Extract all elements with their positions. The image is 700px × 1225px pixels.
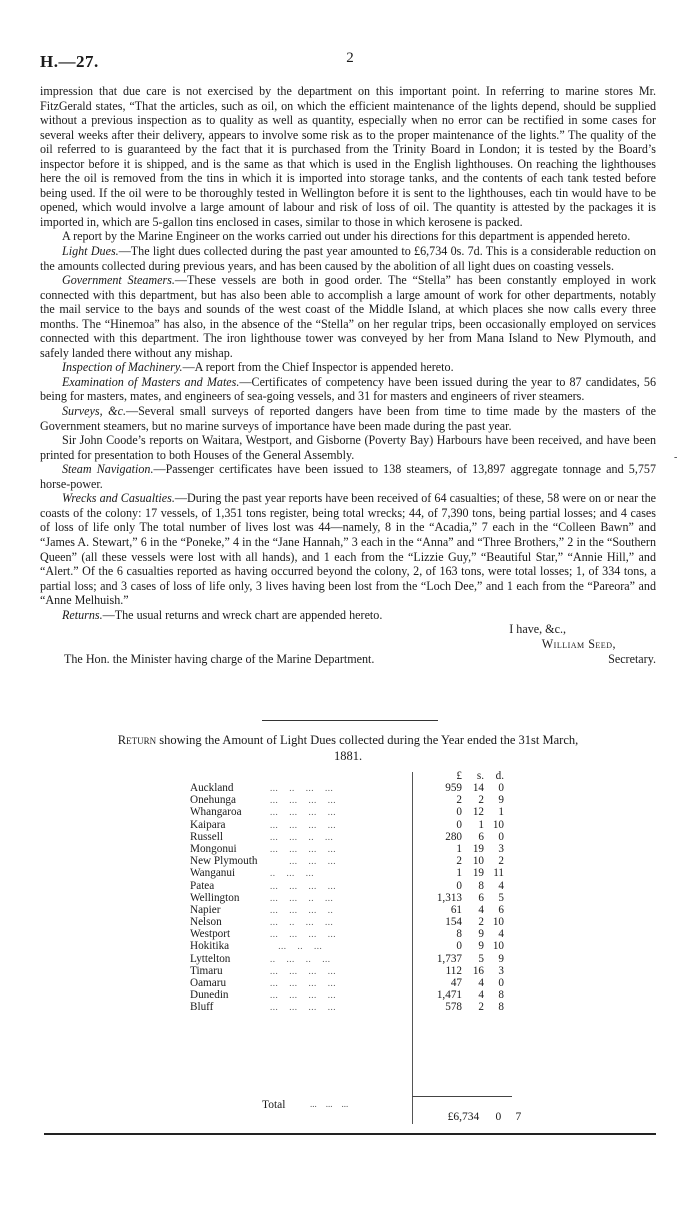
- port-name: Nelson: [190, 916, 222, 929]
- amount-pounds: 0: [456, 806, 462, 819]
- amount-pence: 0: [498, 830, 504, 843]
- section-text: —Several small surveys of reported dangers have been from time to time made by the masters of the Government steamers, but no marine surveys of importance have been made during the past year.: [40, 404, 656, 433]
- table-row: [190, 794, 512, 806]
- report-body: [40, 84, 656, 667]
- amount: [422, 819, 512, 831]
- section-government-steamers: [40, 273, 656, 360]
- amount: [422, 965, 512, 977]
- section-returns: [40, 608, 656, 623]
- amount-pence: 3: [498, 842, 504, 855]
- leader-dots: ... ... ... ...: [270, 990, 336, 1001]
- leader-dots: ... .. ...: [270, 941, 323, 952]
- table-row: [190, 782, 512, 794]
- table-header-row: [190, 770, 512, 782]
- signature-name: William Seed,: [541, 637, 616, 652]
- amount-pounds: 1: [456, 842, 462, 855]
- amount-shillings: 14: [472, 782, 484, 794]
- table-row: [190, 965, 512, 977]
- paragraph: impression that due care is not exercised by the department on this important point. In referring to marine stores Mr. FitzGerald states, “That the articles, such as oil, on which the efficient maintenance of the lights depend, should be supplied without a previous inspection as to quality as well as quantity, especially when no error can be rectified in some cases for several weeks after their delivery, appears to involve some risk as to the proper maintenance of the lights.” The quality of the oil referred to is guaranteed by the fact that it is purchased from the Trinity Board in London; it is tested by the Board’s inspector before it is shipped, and is the same as that which is used in the English lighthouses. On reaching the lighthouses here the oil is removed from the tins in which it is imported into storage tanks, and the contents of each tank tested before being used. If the oil were to be thoroughly tested in Wellington before it is sent to the lighthouses, each tin would have to be opened, which would involve a large amount of labour and risk of loss of oil. The quantity is attested by the packages it is imported in, which are 5-gallon tins enclosed in cases, similar to those in which kerosene is packed.: [40, 84, 656, 229]
- section-heading: Examination of Masters and Mates.: [62, 374, 240, 389]
- section-examination: [40, 375, 656, 404]
- section-steam-navigation: [40, 462, 656, 491]
- amount-shillings: 9: [478, 940, 484, 953]
- signature-closing: I have, &c.,: [509, 622, 566, 637]
- amount-pence: 10: [492, 818, 504, 831]
- port-name: Onehunga: [190, 794, 236, 807]
- port-name: Russell: [190, 830, 223, 843]
- port-name: Lyttelton: [190, 952, 231, 965]
- section-text: —The light dues collected during the past year amounted to £6,734 0s. 7d. This is a considerable reduction on the amounts collected during previous years, and has been caused by the abolition of all light dues on coasting vessels.: [40, 244, 656, 273]
- amount-pounds: 2: [456, 855, 462, 868]
- amount-pounds: 2: [456, 794, 462, 807]
- amount-pence: 4: [498, 928, 504, 941]
- amount-pence: 5: [498, 891, 504, 904]
- port-name: Timaru: [190, 964, 223, 977]
- port-name: Patea: [190, 879, 215, 892]
- return-title-year: 1881.: [333, 749, 363, 763]
- port-name: Mongonui: [190, 842, 237, 855]
- column-header-pence: d.: [495, 770, 504, 782]
- port-name: Napier: [190, 903, 221, 916]
- amount-pence: 10: [492, 916, 504, 929]
- table-row: [190, 904, 512, 916]
- amount-pence: 10: [492, 940, 504, 953]
- amount-pence: 8: [498, 989, 504, 1002]
- port-name: Wellington: [190, 891, 240, 904]
- amount-pounds: 1: [456, 867, 462, 880]
- amount: [422, 928, 512, 940]
- port-name: Bluff: [190, 1001, 214, 1014]
- return-title-text: showing the Amount of Light Dues collected during the Year ended the 31st March,: [156, 733, 579, 747]
- amount-pounds: 154: [445, 916, 462, 929]
- amount-pence: 2: [498, 855, 504, 868]
- amount-shillings: 9: [478, 928, 484, 941]
- section-heading: Government Steamers.: [62, 273, 175, 288]
- amount-pounds: 959: [445, 782, 462, 794]
- amount: [422, 953, 512, 965]
- amount-shillings: 6: [478, 891, 484, 904]
- section-text: —Passenger certificates have been issued to 138 steamers, of 13,897 aggregate tonnage and 5,757 horse-power.: [40, 462, 656, 491]
- amount-shillings: 19: [472, 842, 484, 855]
- amount: [422, 831, 512, 843]
- column-header-pounds: £: [456, 770, 462, 782]
- amount-shillings: 2: [478, 1001, 484, 1014]
- amount: [422, 940, 512, 952]
- bottom-rule: [44, 1133, 656, 1135]
- total-shillings: 0: [495, 1111, 502, 1123]
- port-name: Hokitika: [190, 940, 230, 953]
- amount: [422, 782, 512, 794]
- section-heading: Wrecks and Casualties.: [62, 491, 175, 506]
- leader-dots: ... ... ... ...: [270, 819, 336, 830]
- amount: [422, 989, 512, 1001]
- leader-dots: ... ... ... ...: [270, 795, 336, 806]
- table-row: [190, 1001, 512, 1013]
- addressee: The Hon. the Minister having charge of the Marine Department.: [64, 652, 375, 667]
- amount: [422, 843, 512, 855]
- section-text: Sir John Coode’s reports on Waitara, Westport, and Gisborne (Poverty Bay) Harbours have been received, and have been printed for presentation to both Houses of the General Assembly.: [40, 433, 656, 462]
- port-name: Auckland: [190, 782, 234, 794]
- amount: [422, 794, 512, 806]
- port-name: Dunedin: [190, 989, 229, 1002]
- amount-pounds: 0: [456, 879, 462, 892]
- section-heading: Light Dues.: [62, 244, 119, 259]
- section-wrecks: [40, 491, 656, 607]
- section-heading: Surveys, &c.: [62, 404, 126, 419]
- amount-shillings: 1: [478, 818, 484, 831]
- amount-pence: 4: [498, 879, 504, 892]
- return-title: [40, 732, 656, 764]
- table-row: [190, 806, 512, 818]
- section-surveys: [40, 404, 656, 433]
- amount-pence: 0: [498, 977, 504, 989]
- leader-dots: ... ... ... ...: [270, 1002, 336, 1013]
- leader-dots: ... ... ... ...: [270, 965, 336, 976]
- amount-pounds: 61: [450, 903, 462, 916]
- leader-dots: ... ... .. ...: [270, 892, 334, 903]
- amount-pence: 6: [498, 903, 504, 916]
- amount-shillings: 4: [478, 989, 484, 1002]
- amount-pence: 8: [498, 1001, 504, 1014]
- document-code: H.—27.: [40, 52, 99, 71]
- section-text: —A report from the Chief Inspector is appended hereto.: [182, 360, 454, 375]
- total-label: Total: [262, 1099, 286, 1111]
- amount: [422, 806, 512, 818]
- amount: [422, 1001, 512, 1013]
- amount-shillings: 16: [472, 964, 484, 977]
- total-pounds: £6,734: [447, 1111, 480, 1123]
- amount-pounds: 578: [445, 1001, 462, 1014]
- leader-dots: .. ... .. ...: [270, 953, 331, 964]
- section-text: —These vessels are both in good order. The “Stella” has been constantly employed in work connected with this department, but has also been able to accomplish a large amount of work for other departments, notably the mail service to the bays and sounds of the west coast of the Middle Island, at which places she now calls every three months. The “Hinemoa” has also, in the absence of the “Stella” on her regular trips, been occasionally employed on services connected with this department. The iron lighthouse tower was conveyed by her from Mana Island to New Plymouth, and safely landed there without any mishap.: [40, 273, 656, 360]
- amount-pence: 1: [498, 806, 504, 819]
- leader-dots: ... .. ... ...: [270, 783, 334, 793]
- port-name: Oamaru: [190, 977, 227, 989]
- amount-shillings: 4: [478, 977, 484, 989]
- amount: [422, 880, 512, 892]
- amount-shillings: 10: [472, 855, 484, 868]
- amount: [422, 867, 512, 879]
- amount-pounds: 1,737: [436, 952, 462, 965]
- column-header-shillings: s.: [476, 770, 484, 782]
- leader-dots: ... ... ... ...: [270, 978, 336, 988]
- table-row: [190, 892, 512, 904]
- amount-pence: 3: [498, 964, 504, 977]
- amount-shillings: 8: [478, 879, 484, 892]
- total-rule: [412, 1096, 512, 1097]
- page-number: 2: [346, 50, 354, 66]
- section-inspection-machinery: [40, 360, 656, 375]
- amount-pounds: 1,313: [436, 891, 462, 904]
- section-heading: Returns.: [62, 607, 103, 622]
- table-row: [190, 977, 512, 989]
- port-name: Wanganui: [190, 867, 236, 880]
- leader-dots: ... ... ...: [270, 856, 336, 867]
- amount: [422, 892, 512, 904]
- amount-shillings: 5: [478, 952, 484, 965]
- table-row: [190, 928, 512, 940]
- amount: [422, 855, 512, 867]
- margin-mark: -: [674, 452, 678, 463]
- amount-pounds: 280: [445, 830, 462, 843]
- leader-dots: .. ... ...: [270, 868, 314, 879]
- signature-block: [40, 622, 656, 667]
- amount-pounds: 112: [445, 964, 462, 977]
- table-row: [190, 940, 512, 952]
- amount-pounds: 1,471: [436, 989, 462, 1002]
- leader-dots: ... ... ... ...: [270, 880, 336, 891]
- signature-title: Secretary.: [608, 652, 656, 667]
- total-leader-dots: ... ... ...: [310, 1099, 349, 1109]
- table-row: [190, 855, 512, 867]
- amount-shillings: 4: [478, 903, 484, 916]
- leader-dots: ... ... ... ...: [270, 929, 336, 940]
- section-text: —The usual returns and wreck chart are appended hereto.: [102, 607, 383, 622]
- amount-shillings: 19: [472, 867, 484, 880]
- amount: [422, 916, 512, 928]
- table-row: [190, 819, 512, 831]
- light-dues-table: [190, 770, 512, 1014]
- section-text: —Certificates of competency have been issued during the year to 87 candidates, 56 being for masters, mates, and engineers of sea-going vessels, and 31 for masters and engineers of river steamers.: [40, 374, 656, 404]
- section-light-dues: [40, 244, 656, 273]
- amount-pence: 0: [498, 782, 504, 794]
- port-name: Westport: [190, 928, 231, 941]
- amount-shillings: 2: [478, 794, 484, 807]
- table-row: [190, 867, 512, 879]
- leader-dots: ... ... ... ...: [270, 807, 336, 818]
- amount-shillings: 6: [478, 830, 484, 843]
- leader-dots: ... ... .. ...: [270, 831, 334, 842]
- total-pence: 7: [515, 1111, 522, 1123]
- amount-pounds: 8: [456, 928, 462, 941]
- amount-pence: 11: [493, 867, 504, 880]
- amount-pounds: 0: [456, 818, 462, 831]
- amount-pounds: 47: [450, 977, 462, 989]
- paragraph-coode-reports: [40, 433, 656, 462]
- return-title-word: Return: [117, 733, 157, 747]
- table-row: [190, 989, 512, 1001]
- section-heading: Steam Navigation.: [62, 462, 154, 477]
- table-row: [190, 843, 512, 855]
- amount-pounds: 0: [456, 940, 462, 953]
- table-row: [190, 880, 512, 892]
- amount-pence: 9: [498, 952, 504, 965]
- table-row: [190, 953, 512, 965]
- amount: [422, 904, 512, 916]
- amount-shillings: 12: [472, 806, 484, 819]
- table-total-row: [190, 1099, 522, 1123]
- table-row: [190, 831, 512, 843]
- section-heading: Inspection of Machinery.: [62, 360, 183, 375]
- amount-shillings: 2: [478, 916, 484, 929]
- amount-pence: 9: [498, 794, 504, 807]
- port-name: Kaipara: [190, 818, 226, 831]
- leader-dots: ... ... ... ...: [270, 843, 336, 854]
- table-row: [190, 916, 512, 928]
- leader-dots: ... .. ... ...: [270, 917, 334, 928]
- leader-dots: ... ... ... ..: [270, 904, 334, 915]
- section-text: —During the past year reports have been received of 64 casualties; of these, 58 were on or near the coasts of the colony: 17 vessels, of 1,351 tons register, being total wrecks; 44, of 7,390 tons, being partial losses; and 4 cases of loss of life only The total number of lives lost was 44—namely, 8 in the “Acadia,” 7 each in the “Colleen Bawn” and “James A. Stewart,” 6 in the “Poneke,” 4 in the “Jane Hannah,” 3 each in the “Anna” and “Three Brothers,” 2 in the “Southern Queen” (all these vessels were lost with all hands), and 1 each from the “Lizzie Guy,” “Beautiful Star,” “Annie Hill,” and “Alert.” Of the 6 casualties reported as having occurred beyond the colony, 2, of 163 tons, were total losses; 1, of 334 tons, a partial loss; and 3 cases of loss of life only, 3 lives having been lost from the “Loch Dee,” and 1 each from the “Pareora” and “Anne Melhuish.”: [40, 491, 656, 608]
- port-name: New Plymouth: [190, 855, 258, 868]
- paragraph: A report by the Marine Engineer on the works carried out under his directions for this department is appended hereto.: [62, 229, 631, 244]
- amount: [422, 977, 512, 989]
- divider: [262, 720, 438, 721]
- port-name: Whangaroa: [190, 806, 242, 819]
- table-body: [190, 782, 512, 1014]
